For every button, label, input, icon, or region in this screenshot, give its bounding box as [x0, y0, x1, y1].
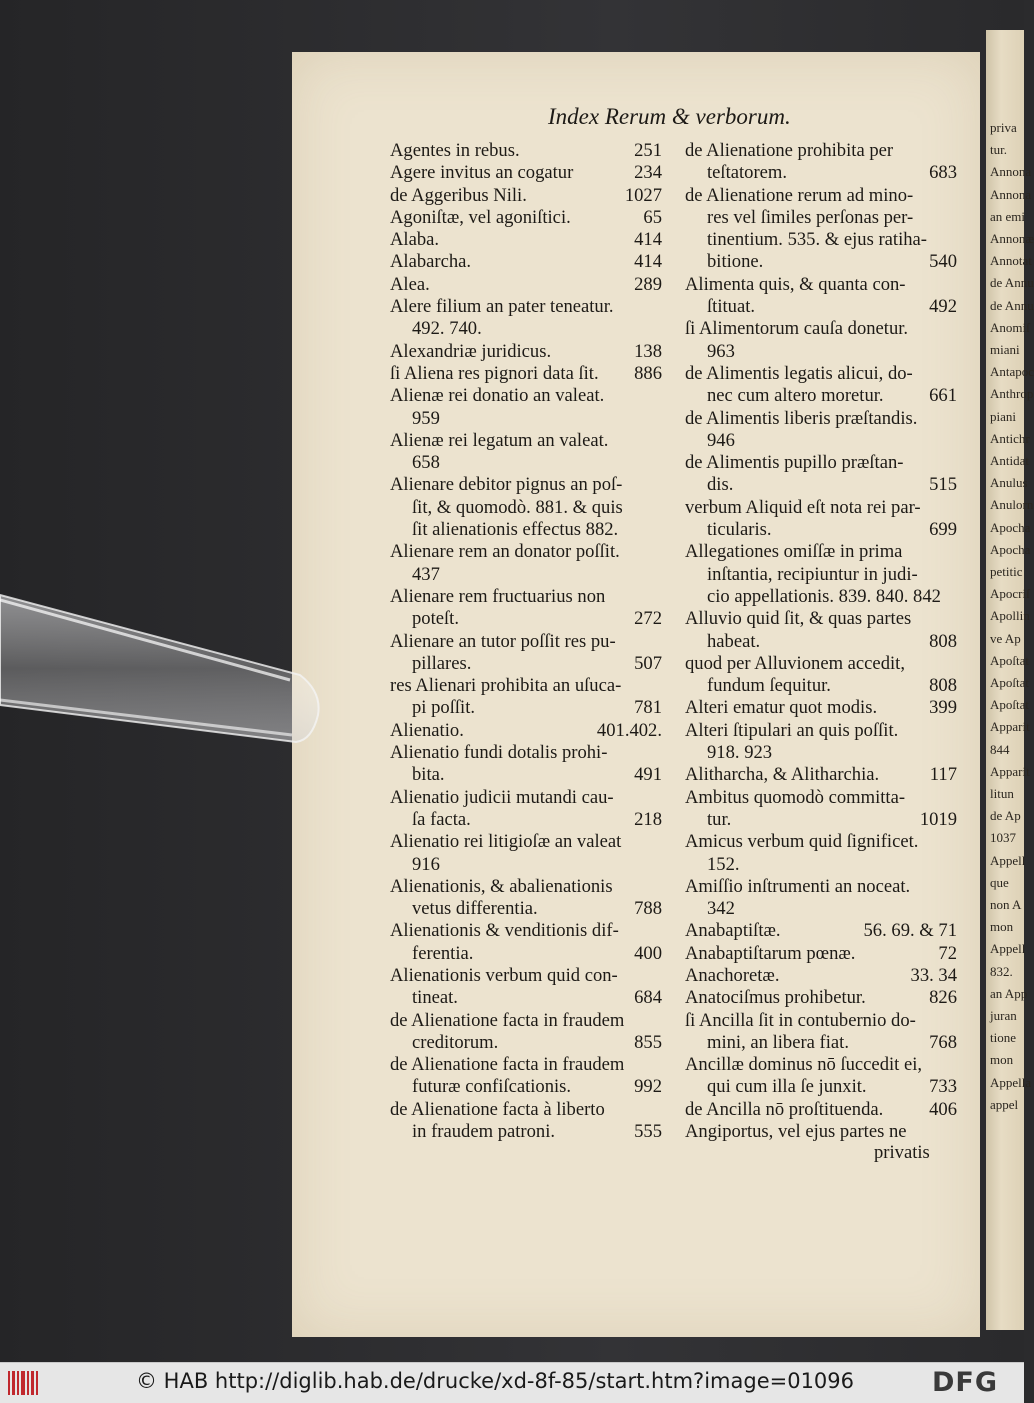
- index-entry: [685, 987, 957, 1009]
- next-page-fragment: Annotat: [990, 253, 1032, 269]
- index-entry: [685, 274, 957, 296]
- glass-wedge: [0, 580, 330, 780]
- index-term: verbum Aliquid eſt nota rei par-: [685, 496, 921, 518]
- next-page-fragment: an App: [990, 985, 1028, 1001]
- book-page: [292, 52, 980, 1337]
- index-term: de Alienatione prohibita per: [685, 140, 894, 161]
- index-entry: [390, 1121, 662, 1143]
- index-term: Alienationis, & abalienationis: [390, 875, 613, 897]
- index-term: qui cum illa ſe junxit.: [707, 1076, 867, 1098]
- index-term: Anabaptiſtæ.: [685, 920, 781, 942]
- next-page-fragment: priva: [990, 120, 1017, 135]
- index-term: tur.: [707, 808, 732, 830]
- next-page-fragment: Antichr: [990, 430, 1030, 446]
- index-entry: [390, 408, 662, 430]
- index-term: futuræ confiſcationis.: [412, 1076, 572, 1098]
- next-page-fragment: juran: [990, 1008, 1017, 1023]
- index-entry: [390, 274, 662, 296]
- index-term: vetus differentia.: [412, 898, 538, 920]
- index-term: de Alimentis pupillo præſtan-: [685, 452, 904, 474]
- page-reference: 138: [634, 340, 662, 362]
- next-page-fragment: Apoſtat: [990, 675, 1029, 690]
- index-entry: [685, 541, 957, 563]
- page-reference: 507: [634, 652, 662, 674]
- index-term: ferentia.: [412, 942, 474, 964]
- page-reference: 289: [634, 273, 662, 295]
- index-entry: [685, 318, 957, 340]
- next-page-fragment: Apoſtat: [990, 652, 1029, 668]
- index-term: Alienationis verbum quid con-: [390, 964, 618, 986]
- index-entry: [685, 385, 957, 407]
- index-entry: [390, 697, 662, 719]
- next-page-fragment: appel: [990, 1096, 1019, 1112]
- index-term: Alienatio.: [390, 719, 464, 741]
- page-reference: 414: [634, 229, 662, 251]
- hab-barcode-logo: [8, 1371, 38, 1395]
- index-entry: [390, 185, 662, 207]
- index-entry: [685, 809, 957, 831]
- next-page-edge: [986, 30, 1034, 1330]
- next-page-fragment: Anthrop: [990, 386, 1034, 402]
- index-entry: [390, 140, 662, 162]
- index-entry: [685, 1010, 957, 1032]
- index-entry: [390, 564, 662, 586]
- index-entry: [390, 1032, 662, 1054]
- index-term: habeat.: [707, 630, 761, 652]
- index-term: Agoniſtæ, vel agoniſtici.: [390, 206, 571, 228]
- page-reference: 33. 34: [910, 964, 957, 986]
- next-page-fragment: non A: [990, 897, 1022, 912]
- next-page-fragment: de Annu: [990, 297, 1034, 313]
- index-entry: [390, 631, 662, 653]
- index-entry: [390, 296, 662, 318]
- index-term: ſi Alimentorum cauſa donetur.: [685, 318, 909, 340]
- next-page-fragment: de Annu: [990, 275, 1034, 291]
- index-entry: [390, 497, 662, 519]
- index-entry: [390, 341, 662, 363]
- index-term: de Alienatione facta à liberto: [390, 1098, 605, 1120]
- catchword: privatis: [874, 1142, 930, 1163]
- index-entry: [390, 787, 662, 809]
- next-page-fragment: 844: [990, 741, 1010, 757]
- index-term: ſit, & quomodò. 881. & quis: [412, 496, 623, 518]
- index-column-left: [390, 140, 662, 1143]
- index-entry: [390, 943, 662, 965]
- index-term: de Alienatione facta in fraudem: [390, 1009, 625, 1031]
- index-term: bita.: [412, 764, 445, 786]
- next-page-fragment: Anomiſ: [990, 319, 1030, 335]
- index-term: Alienæ rei donatio an valeat.: [390, 385, 605, 407]
- next-page-fragment: an emi: [990, 208, 1026, 224]
- index-entry: [390, 363, 662, 385]
- index-entry: [390, 831, 662, 853]
- index-term: ſi Aliena res pignori data ſit.: [390, 362, 599, 384]
- index-term: de Ancilla nō proſtituenda.: [685, 1098, 884, 1120]
- index-term: Alabarcha.: [390, 251, 472, 273]
- index-entry: [390, 385, 662, 407]
- index-entry: [685, 1099, 957, 1121]
- index-term: quod per Alluvionem accedit,: [685, 652, 905, 674]
- index-entry: [685, 631, 957, 653]
- index-entry: [685, 876, 957, 898]
- index-term: cio appellationis. 839. 840. 842: [707, 585, 941, 607]
- index-term: 959: [412, 407, 440, 429]
- index-term: Alteri ematur quot modis.: [685, 697, 878, 719]
- index-entry: [390, 430, 662, 452]
- index-entry: [685, 1032, 957, 1054]
- next-page-fragment: Annonæ: [990, 231, 1034, 246]
- index-term: Alere filium an pater teneatur.: [390, 296, 614, 318]
- index-entry: [390, 764, 662, 786]
- next-page-fragment: 1037: [990, 830, 1016, 846]
- index-entry: [685, 1076, 957, 1098]
- page-reference: 56. 69. & 71: [863, 920, 957, 942]
- next-page-fragment: ve Ap: [990, 630, 1021, 646]
- next-page-fragment: petitic: [990, 564, 1023, 579]
- page-reference: 401.402.: [596, 719, 662, 741]
- index-term: creditorum.: [412, 1031, 499, 1053]
- index-term: pi poſſit.: [412, 697, 476, 719]
- next-page-fragment: de Ap: [990, 808, 1021, 824]
- index-entry: [390, 229, 662, 251]
- index-entry: [390, 318, 662, 340]
- index-term: 492. 740.: [412, 318, 482, 340]
- next-page-fragment: Appella: [990, 1074, 1032, 1090]
- index-term: inſtantia, recipiuntur in judi-: [707, 563, 918, 585]
- index-entry: [685, 898, 957, 920]
- page-reference: 855: [634, 1031, 662, 1053]
- page-reference: 683: [929, 162, 957, 184]
- index-entry: [685, 742, 957, 764]
- index-term: ſa facta.: [412, 808, 471, 830]
- index-entry: [685, 564, 957, 586]
- index-term: 963: [707, 340, 735, 362]
- index-term: Angiportus, vel ejus partes ne: [685, 1121, 907, 1143]
- index-term: de Aggeribus Nili.: [390, 184, 527, 206]
- next-page-fragment: Annona: [990, 164, 1032, 180]
- index-entry: [685, 920, 957, 942]
- page-reference: 788: [634, 898, 662, 920]
- index-term: Alea.: [390, 273, 430, 295]
- index-term: Alitharcha, & Alitharchia.: [685, 764, 880, 786]
- page-reference: 781: [634, 697, 662, 719]
- page-reference: 491: [634, 764, 662, 786]
- index-entry: [685, 408, 957, 430]
- index-entry: [390, 965, 662, 987]
- index-term: Alienare debitor pignus an poſ-: [390, 474, 623, 496]
- page-reference: 400: [634, 942, 662, 964]
- page-reference: 808: [929, 630, 957, 652]
- index-term: Alienare rem an donator poſſit.: [390, 541, 620, 563]
- index-entry: [685, 608, 957, 630]
- index-entry: [685, 363, 957, 385]
- next-page-fragment: Apocha: [990, 541, 1031, 557]
- index-column-right: [685, 140, 957, 1143]
- index-entry: [390, 1010, 662, 1032]
- page-reference: 65: [643, 206, 662, 228]
- index-entry: [685, 497, 957, 519]
- next-page-fragment: tione: [990, 1030, 1016, 1046]
- index-term: Ambitus quomodò committa-: [685, 786, 906, 808]
- index-term: Amiſſio inſtrumenti an noceat.: [685, 875, 911, 897]
- page-reference: 234: [634, 162, 662, 184]
- index-entry: [390, 720, 662, 742]
- index-entry: [390, 653, 662, 675]
- index-entry: [685, 720, 957, 742]
- index-term: res Alienari prohibita an uſuca-: [390, 675, 622, 697]
- index-term: Alienare an tutor poſſit res pu-: [390, 630, 616, 652]
- page-reference: 733: [929, 1076, 957, 1098]
- next-page-fragment: Apparit: [990, 719, 1030, 735]
- index-term: de Alimentis legatis alicui, do-: [685, 362, 913, 384]
- page-reference: 72: [938, 942, 957, 964]
- next-page-fragment: mon: [990, 1052, 1014, 1068]
- index-entry: [685, 943, 957, 965]
- index-term: tineat.: [412, 987, 458, 1009]
- index-entry: [685, 1121, 957, 1143]
- page-reference: 699: [929, 519, 957, 541]
- index-entry: [390, 987, 662, 1009]
- index-term: 658: [412, 452, 440, 474]
- index-term: Alteri ſtipulari an quis poſſit.: [685, 719, 899, 741]
- index-term: Anatociſmus prohibetur.: [685, 987, 866, 1009]
- index-term: ſtituat.: [707, 296, 756, 318]
- index-entry: [685, 586, 957, 608]
- index-entry: [685, 787, 957, 809]
- next-page-fragment: miani: [990, 342, 1020, 357]
- index-entry: [390, 1076, 662, 1098]
- page-reference: 555: [634, 1121, 662, 1143]
- index-term: poteſt.: [412, 608, 459, 630]
- index-entry: [685, 296, 957, 318]
- index-term: Anachoretæ.: [685, 964, 780, 986]
- next-page-fragment: Apollin: [990, 608, 1030, 624]
- index-term: Anabaptiſtarum pœnæ.: [685, 942, 856, 964]
- next-page-fragment: Antapoc: [990, 364, 1034, 380]
- index-term: de Alienatione facta in fraudem: [390, 1054, 625, 1076]
- index-term: Ancillæ dominus nō ſuccedit ei,: [685, 1054, 923, 1076]
- next-page-fragment: piani: [990, 408, 1016, 424]
- page-reference: 826: [929, 987, 957, 1009]
- next-page-fragment: Apocriſ: [990, 586, 1030, 602]
- index-entry: [685, 519, 957, 541]
- index-entry: [390, 675, 662, 697]
- index-entry: [390, 474, 662, 496]
- next-page-fragment: 832.: [990, 963, 1013, 979]
- index-term: de Alimentis liberis præſtandis.: [685, 407, 918, 429]
- page-reference: 414: [634, 251, 662, 273]
- index-term: Alienatio fundi dotalis prohi-: [390, 742, 608, 764]
- next-page-fragment: que: [990, 874, 1009, 890]
- index-term: bitione.: [707, 251, 764, 273]
- next-page-fragment: Apparit: [990, 763, 1030, 779]
- index-term: Alexandriæ juridicus.: [390, 340, 552, 362]
- index-term: Alaba.: [390, 229, 440, 251]
- index-entry: [685, 229, 957, 251]
- running-header: Index Rerum & verborum.: [548, 104, 791, 129]
- next-page-fragment: Apoſtat: [990, 697, 1029, 713]
- index-entry: [390, 251, 662, 273]
- next-page-fragment: Apocha: [990, 519, 1031, 535]
- index-entry: [390, 809, 662, 831]
- index-entry: [390, 1099, 662, 1121]
- index-term: de Alienatione rerum ad mino-: [685, 184, 914, 206]
- index-term: Alienatio rei litigioſæ an valeat: [390, 831, 622, 853]
- index-entry: [685, 764, 957, 786]
- index-term: res vel ſimiles perſonas per-: [707, 206, 914, 228]
- index-term: 918. 923: [707, 742, 773, 764]
- index-entry: [685, 430, 957, 452]
- index-term: Amicus verbum quid ſignificet.: [685, 831, 919, 853]
- index-term: 437: [412, 563, 440, 585]
- index-entry: [685, 251, 957, 273]
- index-entry: [390, 541, 662, 563]
- index-term: fundum ſequitur.: [707, 675, 831, 697]
- footer-bar: [0, 1362, 1024, 1403]
- page-reference: 886: [634, 362, 662, 384]
- index-entry: [685, 207, 957, 229]
- page-reference: 515: [929, 474, 957, 496]
- index-term: Alluvio quid ſit, & quas partes: [685, 608, 912, 630]
- index-entry: [390, 162, 662, 184]
- index-term: dis.: [707, 474, 734, 496]
- page-reference: 808: [929, 675, 957, 697]
- next-page-fragment: Appell: [990, 941, 1026, 957]
- index-entry: [685, 185, 957, 207]
- index-term: in fraudem patroni.: [412, 1121, 556, 1143]
- next-page-fragment: tur.: [990, 142, 1007, 158]
- index-term: Allegationes omiſſæ in prima: [685, 541, 903, 563]
- next-page-fragment: Anulus: [990, 475, 1028, 491]
- index-entry: [685, 697, 957, 719]
- index-term: mini, an libera fiat.: [707, 1031, 849, 1053]
- page-reference: 251: [634, 140, 662, 161]
- page-reference: 540: [929, 251, 957, 273]
- index-entry: [685, 452, 957, 474]
- next-page-fragment: mon: [990, 919, 1014, 935]
- page-reference: 492: [929, 296, 957, 318]
- page-reference: 117: [929, 764, 957, 786]
- next-page-fragment: Appell: [990, 852, 1026, 868]
- index-term: 152.: [707, 853, 740, 875]
- index-term: Alienare rem fructuarius non: [390, 585, 606, 607]
- index-entry: [390, 586, 662, 608]
- index-entry: [685, 675, 957, 697]
- index-entry: [390, 1054, 662, 1076]
- index-term: nec cum altero moretur.: [707, 385, 884, 407]
- index-entry: [390, 519, 662, 541]
- index-term: tinentium. 535. & ejus ratiha-: [707, 229, 927, 251]
- index-term: ſi Ancilla ſit in contubernio do-: [685, 1009, 916, 1031]
- index-term: 946: [707, 429, 735, 451]
- page-reference: 768: [929, 1031, 957, 1053]
- page-reference: 406: [929, 1098, 957, 1120]
- index-term: teſtatorem.: [707, 162, 788, 184]
- index-term: Agere invitus an cogatur: [390, 162, 574, 184]
- index-term: ſit alienationis effectus 882.: [412, 519, 619, 541]
- index-entry: [685, 854, 957, 876]
- next-page-fragment: Anulorn: [990, 497, 1034, 513]
- index-term: Alienatio judicii mutandi cau-: [390, 786, 614, 808]
- next-page-fragment: litun: [990, 786, 1014, 801]
- page-reference: 399: [929, 697, 957, 719]
- index-term: Alimenta quis, & quanta con-: [685, 273, 906, 295]
- index-entry: [685, 341, 957, 363]
- index-term: 342: [707, 898, 735, 920]
- page-reference: 1027: [624, 184, 662, 206]
- index-entry: [390, 920, 662, 942]
- index-entry: [685, 831, 957, 853]
- dfg-logo: DFG: [932, 1367, 999, 1398]
- next-page-fragment: Annona: [990, 186, 1032, 202]
- index-entry: [390, 876, 662, 898]
- index-entry: [390, 898, 662, 920]
- index-entry: [685, 965, 957, 987]
- index-term: pillares.: [412, 652, 472, 674]
- index-entry: [390, 452, 662, 474]
- index-entry: [390, 608, 662, 630]
- page-reference: 272: [634, 608, 662, 630]
- page-reference: 218: [634, 808, 662, 830]
- index-entry: [685, 653, 957, 675]
- index-entry: [685, 474, 957, 496]
- index-term: Alienæ rei legatum an valeat.: [390, 429, 609, 451]
- index-entry: [390, 207, 662, 229]
- index-term: Alienationis & venditionis dif-: [390, 920, 619, 942]
- page-reference: 992: [634, 1076, 662, 1098]
- page-reference: 1019: [919, 808, 957, 830]
- next-page-fragment: Antidat: [990, 453, 1029, 468]
- page-reference: 684: [634, 987, 662, 1009]
- copyright-url[interactable]: © HAB http://diglib.hab.de/drucke/xd-8f-85/start.htm?image=01096: [136, 1369, 855, 1393]
- page-reference: 661: [929, 385, 957, 407]
- index-term: 916: [412, 853, 440, 875]
- index-term: Agentes in rebus.: [390, 140, 520, 161]
- index-entry: [390, 742, 662, 764]
- index-term: ticularis.: [707, 519, 772, 541]
- index-entry: [390, 854, 662, 876]
- index-entry: [685, 140, 957, 162]
- index-entry: [685, 162, 957, 184]
- index-entry: [685, 1054, 957, 1076]
